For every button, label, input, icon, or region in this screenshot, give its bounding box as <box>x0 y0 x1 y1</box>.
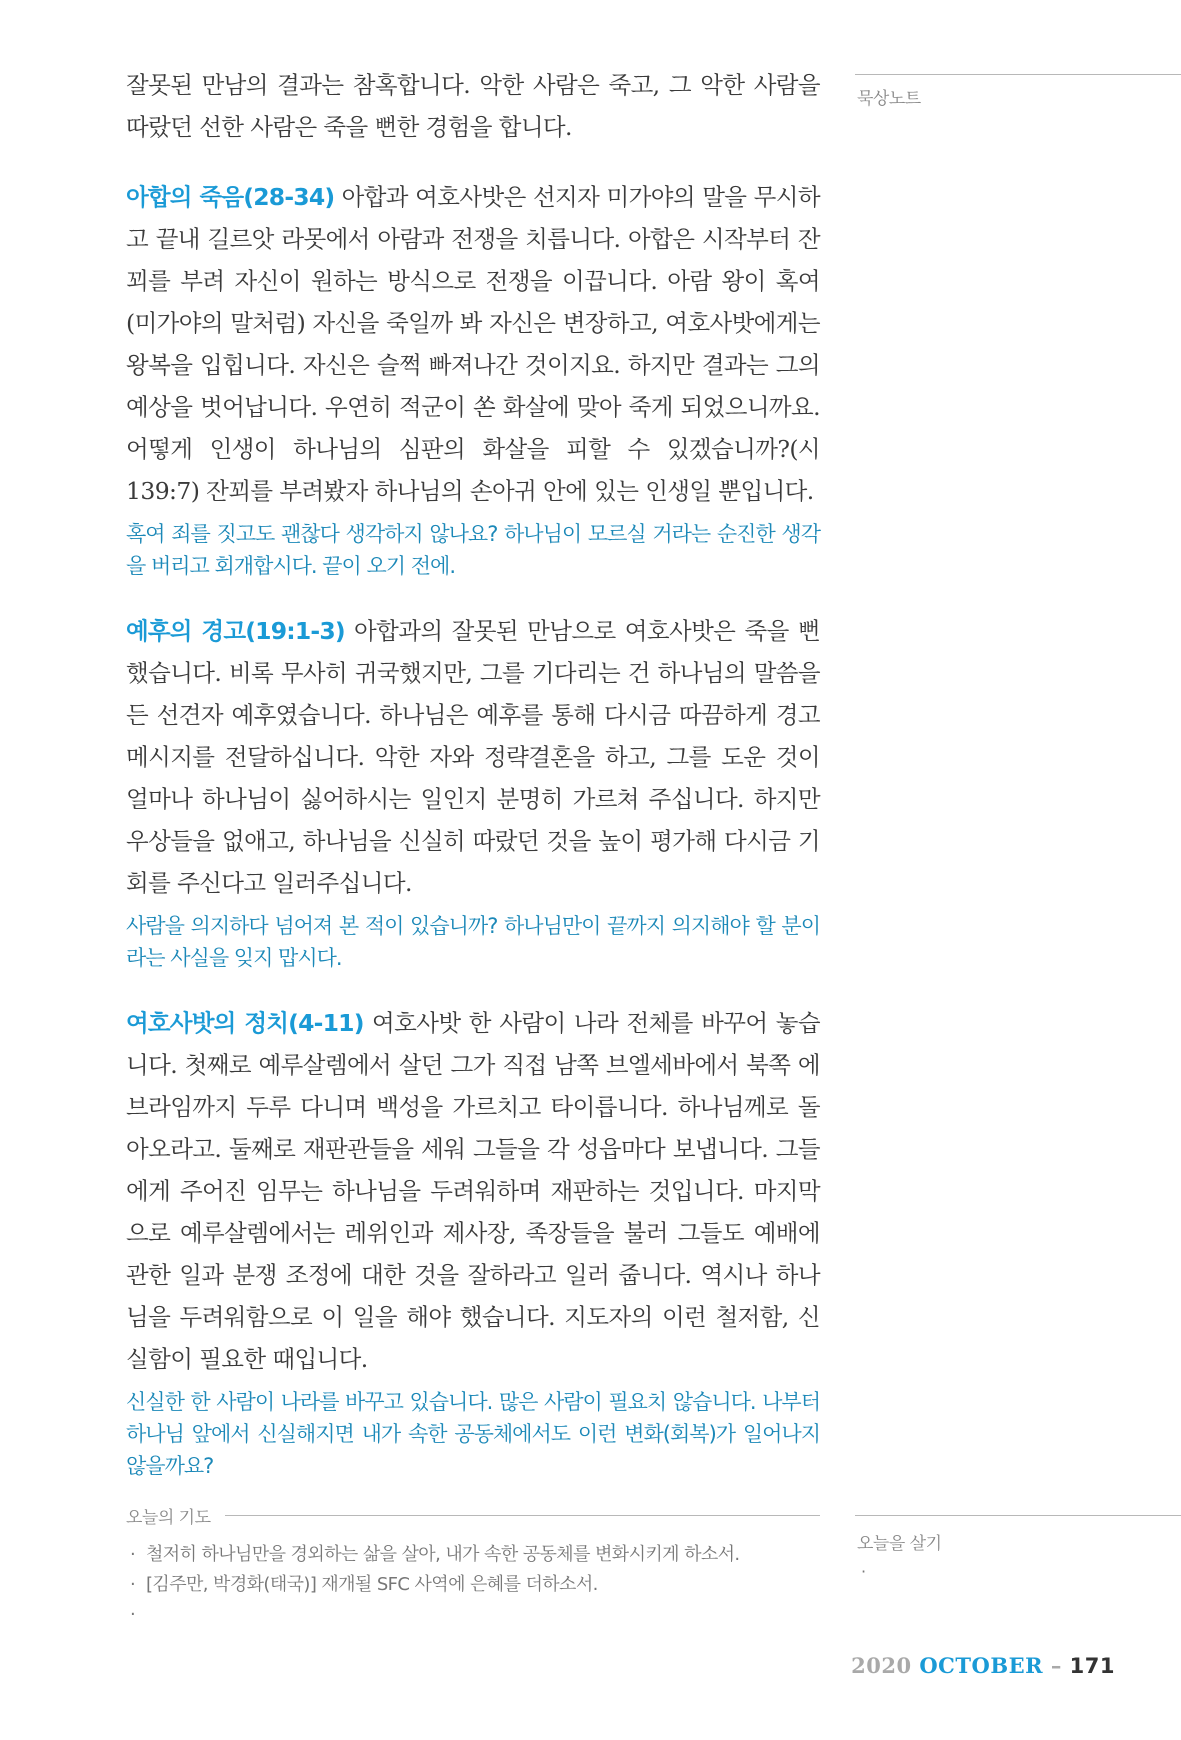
footer-month: OCTOBER <box>919 1653 1044 1678</box>
meditation-note-label: 묵상노트 <box>857 89 921 109</box>
section-body: 아합과 여호사밧은 선지자 미가야의 말을 무시하고 끝내 길르앗 라못에서 아람과 전쟁을 치릅니다. 아합은 시작부터 잔꾀를 부려 자신이 원하는 방식으로 전쟁을 이끕니다. 아람 왕이 혹여 (미가야의 말처럼) 자신을 죽일까 봐 자신은 변장하고, 여호사밧에게는 왕복을 입힙니다. 자신은 슬쩍 빠져나간 것이지요. 하지만 결과는 그의 예상을 벗어납니다. 우연히 적군이 쏜 화살에 맞아 죽게 되었으니까요. 어떻게 인생이 하나님의 심판의 화살을 피할 수 있겠습니까?(시 139:7) 잔꾀를 부려봤자 하나님의 손아귀 안에 있는 인생일 뿐입니다. <box>126 183 820 505</box>
bullet-dot-icon: · <box>130 1574 136 1595</box>
prayer-list <box>126 1540 820 1630</box>
live-today-rule <box>855 1515 1181 1516</box>
prayer-item: · [김주만, 박경화(태국)] 재개될 SFC 사역에 은혜를 더하소서. <box>126 1570 820 1600</box>
live-today-label: 오늘을 살기 <box>857 1534 942 1554</box>
footer-dash: – <box>1050 1653 1062 1678</box>
application-text: 사람을 의지하다 넘어져 본 적이 있습니까? 하나님만이 끝까지 의지해야 할 분이라는 사실을 잊지 맙시다. <box>126 914 820 970</box>
devotional-body <box>126 64 820 1482</box>
section-heading: 아합의 죽음(28-34) <box>126 183 335 211</box>
section-heading: 여호사밧의 정치(4-11) <box>126 1009 364 1037</box>
intro-paragraph: 잘못된 만남의 결과는 참혹합니다. 악한 사람은 죽고, 그 악한 사람을 따랐던 선한 사람은 죽을 뻔한 경험을 합니다. <box>126 71 820 141</box>
page-number: 171 <box>1069 1654 1115 1678</box>
section-heading: 예후의 경고(19:1-3) <box>126 617 345 645</box>
footer-year: 2020 <box>851 1653 912 1678</box>
section-paragraph-jehoshaphat-politics <box>126 1002 820 1380</box>
section-paragraph-jehu-warning <box>126 610 820 904</box>
section-body: 아합과의 잘못된 만남으로 여호사밧은 죽을 뻔했습니다. 비록 무사히 귀국했지만, 그를 기다리는 건 하나님의 말씀을 든 선견자 예후였습니다. 하나님은 예후를 통해 다시금 따끔하게 경고 메시지를 전달하십니다. 악한 자와 정략결혼을 하고, 그를 도운 것이 얼마나 하나님이 싫어하시는 일인지 분명히 가르쳐 주십니다. 하지만 우상들을 없애고, 하나님을 신실히 따랐던 것을 높이 평가해 다시금 기회를 주신다고 일러주십니다. <box>126 617 820 897</box>
bullet-dot-icon: · <box>130 1604 136 1625</box>
prayer-header <box>126 1503 820 1528</box>
prayer-item <box>126 1600 820 1630</box>
live-today-bullet: · <box>861 1562 867 1581</box>
prayer-rule <box>225 1515 820 1516</box>
meditation-note-rule <box>855 74 1181 75</box>
prayer-label: 오늘의 기도 <box>126 1508 211 1528</box>
bullet-dot-icon: · <box>130 1544 136 1565</box>
page-footer <box>851 1653 1115 1678</box>
section-paragraph-ahab-death <box>126 176 820 512</box>
prayer-item: · 철저히 하나님만을 경외하는 삶을 살아, 내가 속한 공동체를 변화시키게 하소서. <box>126 1540 820 1570</box>
application-text: 신실한 한 사람이 나라를 바꾸고 있습니다. 많은 사람이 필요치 않습니다. 나부터 하나님 앞에서 신실해지면 내가 속한 공동체에서도 이런 변화(회복)가 일어나지 않을까요? <box>126 1390 820 1478</box>
application-text: 혹여 죄를 짓고도 괜찮다 생각하지 않나요? 하나님이 모르실 거라는 순진한 생각을 버리고 회개합시다. 끝이 오기 전에. <box>126 522 820 578</box>
prayer-section <box>126 1503 820 1630</box>
section-body: 여호사밧 한 사람이 나라 전체를 바꾸어 놓습니다. 첫째로 예루살렘에서 살던 그가 직접 남쪽 브엘세바에서 북쪽 에브라임까지 두루 다니며 백성을 가르치고 타이릅니다. 하나님께로 돌아오라고. 둘째로 재판관들을 세워 그들을 각 성읍마다 보냅니다. 그들에게 주어진 임무는 하나님을 두려워하며 재판하는 것입니다. 마지막으로 예루살렘에서는 레위인과 제사장, 족장들을 불러 그들도 예배에 관한 일과 분쟁 조정에 대한 것을 잘하라고 일러 줍니다. 역시나 하나님을 두려워함으로 이 일을 해야 했습니다. 지도자의 이런 철저함, 신실함이 필요한 때입니다. <box>126 1009 820 1373</box>
